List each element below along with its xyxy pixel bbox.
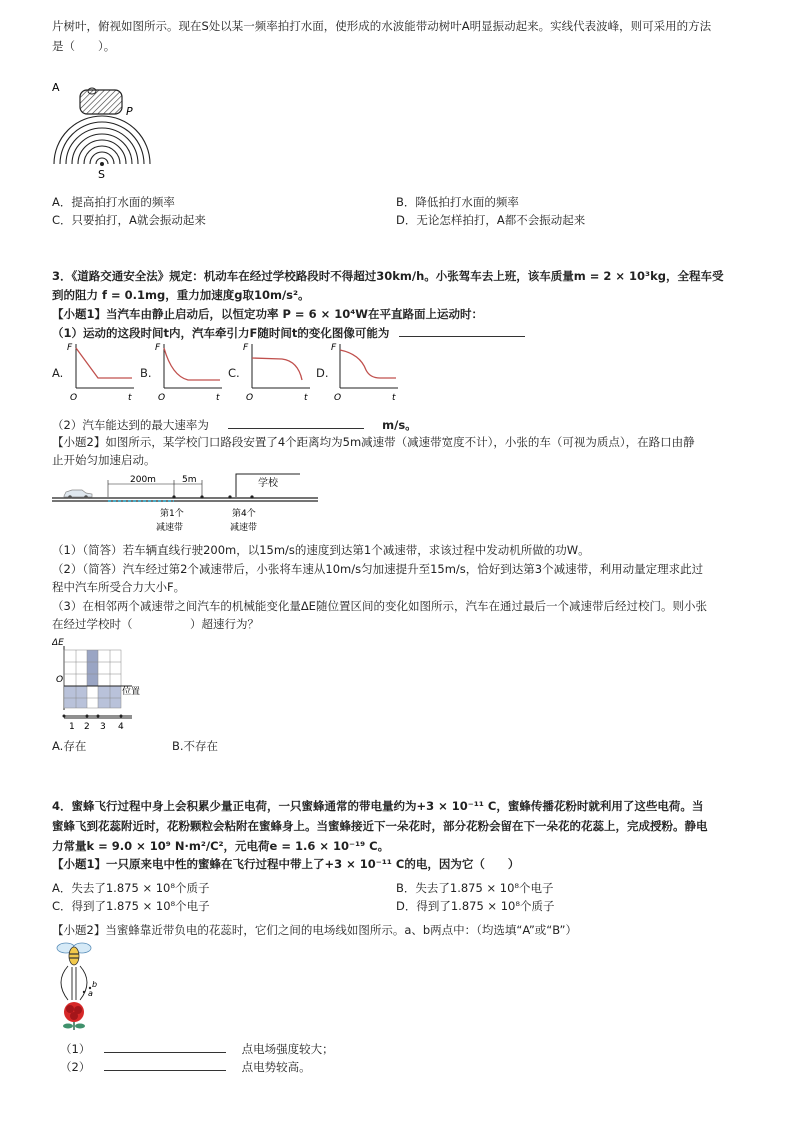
axis-O: O	[70, 393, 78, 403]
q2-stem-line1: 片树叶，俯视如图所示。现在S处以某一频率拍打水面，使形成的水波能带动树叶A明显振动起来。实线代表波峰，则可采用的方法	[52, 19, 712, 33]
q3-sub2-q2-line2: 程中汽车所受合力大小F。	[52, 580, 186, 594]
q3-sub1-q1-text: （1）运动的这段时间t内，汽车牵引力F随时间t的变化图像可能为	[52, 326, 390, 340]
q3-sub1-head: 【小题1】当汽车由静止启动后，以恒定功率 P = 6 × 10⁴W在平直路面上运动时：	[52, 307, 483, 321]
label-A: A	[52, 81, 60, 94]
axis-t: t	[304, 393, 308, 403]
q4-answer-blank-1[interactable]	[104, 1040, 226, 1053]
bump4-label: 第4个	[232, 509, 256, 519]
field-lines	[61, 966, 87, 1000]
q4-sub2-head: 【小题2】当蜜蜂靠近带负电的花蕊时，它们之间的电场线如图所示。a、b两点中：（均选填“A”或“B”）	[52, 923, 577, 937]
axis-F: F	[243, 343, 249, 353]
q3-answer-blank-1[interactable]	[399, 324, 525, 337]
energy-ylabel: ΔE	[52, 638, 64, 648]
energy-change-figure	[52, 636, 172, 732]
road-diagram	[52, 470, 322, 536]
q4-blank-1-row	[60, 1040, 334, 1057]
dist-5m-label: 5m	[182, 475, 197, 485]
bee-flower-figure	[48, 938, 120, 1032]
q2-stem-line2: 是（ ）。	[52, 39, 116, 53]
q3-stem-line1: 3．《道路交通安全法》规定：机动车在经过学校路段时不得超过30km/h。小张驾车去上班，该车质量m = 2 × 10³kg，全程车受	[52, 269, 724, 283]
axis-F: F	[67, 343, 73, 353]
graph-option-A-label: A.	[52, 366, 64, 380]
axis-t: t	[392, 393, 396, 403]
wave-crests	[54, 116, 150, 164]
ft-graph-C	[242, 340, 312, 408]
q4-option-C: C．得到了1.875 × 10⁸个电子	[52, 899, 210, 913]
q3-sub1-q1	[52, 324, 525, 341]
q4-stem-line2: 蜜蜂飞到花蕊附近时，花粉颗粒会粘附在蜜蜂身上。当蜜蜂接近下一朵花时，部分花粉会留在下一朵花的花蕊上，完成授粉。静电	[52, 819, 708, 833]
q4-blank-2-num: （2）	[60, 1060, 91, 1074]
axis-O: O	[158, 393, 166, 403]
energy-tick-1: 1	[69, 722, 75, 732]
ft-graph-A	[66, 340, 136, 408]
graph-option-B-label: B.	[140, 366, 152, 380]
bee-icon	[57, 943, 91, 965]
axis-F: F	[331, 343, 337, 353]
q4-stem-line3: 力常量k = 9.0 × 10⁹ N·m²/C²，元电荷e = 1.6 × 10⁻¹⁹ C。	[52, 839, 390, 853]
q3-sub1-q2-unit: m/s。	[382, 418, 417, 432]
q2-option-D: D．无论怎样拍打，A都不会振动起来	[396, 213, 586, 227]
q2-option-A: A．提高拍打水面的频率	[52, 195, 175, 209]
energy-tick-2: 2	[84, 722, 90, 732]
ft-graph-D	[330, 340, 400, 408]
q3-sub1-q2-text: （2）汽车能达到的最大速率为	[52, 418, 209, 432]
ft-graph-B	[154, 340, 224, 408]
energy-origin: O	[56, 675, 64, 685]
source-S-dot	[100, 162, 104, 166]
bump1-label: 第1个	[160, 509, 184, 519]
q3-stem-line2: 到的阻力 f = 0.1mg，重力加速度g取10m/s²。	[52, 288, 310, 302]
q4-option-B: B．失去了1.875 × 10⁸个电子	[396, 881, 554, 895]
q3-answer-blank-2[interactable]	[228, 416, 364, 429]
q4-stem-line1: 4．蜜蜂飞行过程中身上会积累少量正电荷，一只蜜蜂通常的带电量约为+3 × 10⁻¹¹ C，蜜蜂传播花粉时就利用了这些电荷。当	[52, 799, 704, 813]
q3-option-A: A.存在	[52, 739, 87, 753]
q2-option-B: B．降低拍打水面的频率	[396, 195, 519, 209]
axis-O: O	[246, 393, 254, 403]
school-label: 学校	[258, 478, 278, 489]
q3-sub2-line2: 止开始匀加速启动。	[52, 453, 156, 467]
label-S: S	[98, 168, 105, 180]
q4-blank-1-text: 点电场强度较大；	[241, 1042, 334, 1056]
energy-xlabel: 位置	[122, 687, 141, 697]
q3-sub2-q3-line2: 在经过学校时（ ）超速行为？	[52, 617, 259, 631]
bump4-word: 减速带	[230, 523, 258, 533]
q3-sub2-q1: （1）（简答）若车辆直线行驶200m，以15m/s的速度到达第1个减速带，求该过程中发动机所做的功W。	[52, 543, 590, 557]
axis-t: t	[216, 393, 220, 403]
q4-blank-2-text: 点电势较高。	[241, 1060, 311, 1074]
q3-sub2-line1: 【小题2】如图所示，某学校门口路段安置了4个距离均为5m减速带（减速带宽度不计），小张的车（可视为质点），在路口由静	[52, 435, 695, 449]
q3-sub1-q2	[52, 416, 417, 433]
q2-wave-figure	[52, 80, 162, 180]
graph-option-C-label: C.	[228, 366, 240, 380]
flower-icon	[63, 1002, 85, 1030]
q4-blank-2-row	[60, 1058, 311, 1075]
q3-sub2-q3-line1: （3）在相邻两个减速带之间汽车的机械能变化量ΔE随位置区间的变化如图所示，汽车在通过最后一个减速带后经过校门。则小张	[52, 599, 707, 613]
axis-t: t	[128, 393, 132, 403]
point-a-label: a	[88, 989, 93, 998]
q3-sub2-q2-line1: （2）（简答）汽车经过第2个减速带后，小张将车速从10m/s匀加速提升至15m/s，恰好到达第3个减速带，利用动量定理求此过	[52, 562, 704, 576]
q4-sub1-head: 【小题1】一只原来电中性的蜜蜂在飞行过程中带上了+3 × 10⁻¹¹ C的电，因为它（ ）	[52, 857, 520, 871]
q2-option-C: C．只要拍打，A就会振动起来	[52, 213, 206, 227]
q3-option-B: B.不存在	[172, 739, 219, 753]
bump1-word: 减速带	[156, 523, 184, 533]
leaf-block	[80, 90, 122, 114]
q4-answer-blank-2[interactable]	[104, 1058, 226, 1071]
q4-blank-1-num: （1）	[60, 1042, 91, 1056]
graph-option-D-label: D.	[316, 366, 329, 380]
axis-F: F	[155, 343, 161, 353]
axis-O: O	[334, 393, 342, 403]
dist-200m-label: 200m	[130, 475, 156, 485]
label-P: P	[126, 105, 133, 118]
point-b-label: b	[92, 980, 98, 989]
energy-tick-4: 4	[118, 722, 124, 732]
q4-option-A: A．失去了1.875 × 10⁸个质子	[52, 881, 210, 895]
q4-option-D: D．得到了1.875 × 10⁸个质子	[396, 899, 555, 913]
energy-tick-3: 3	[100, 722, 106, 732]
